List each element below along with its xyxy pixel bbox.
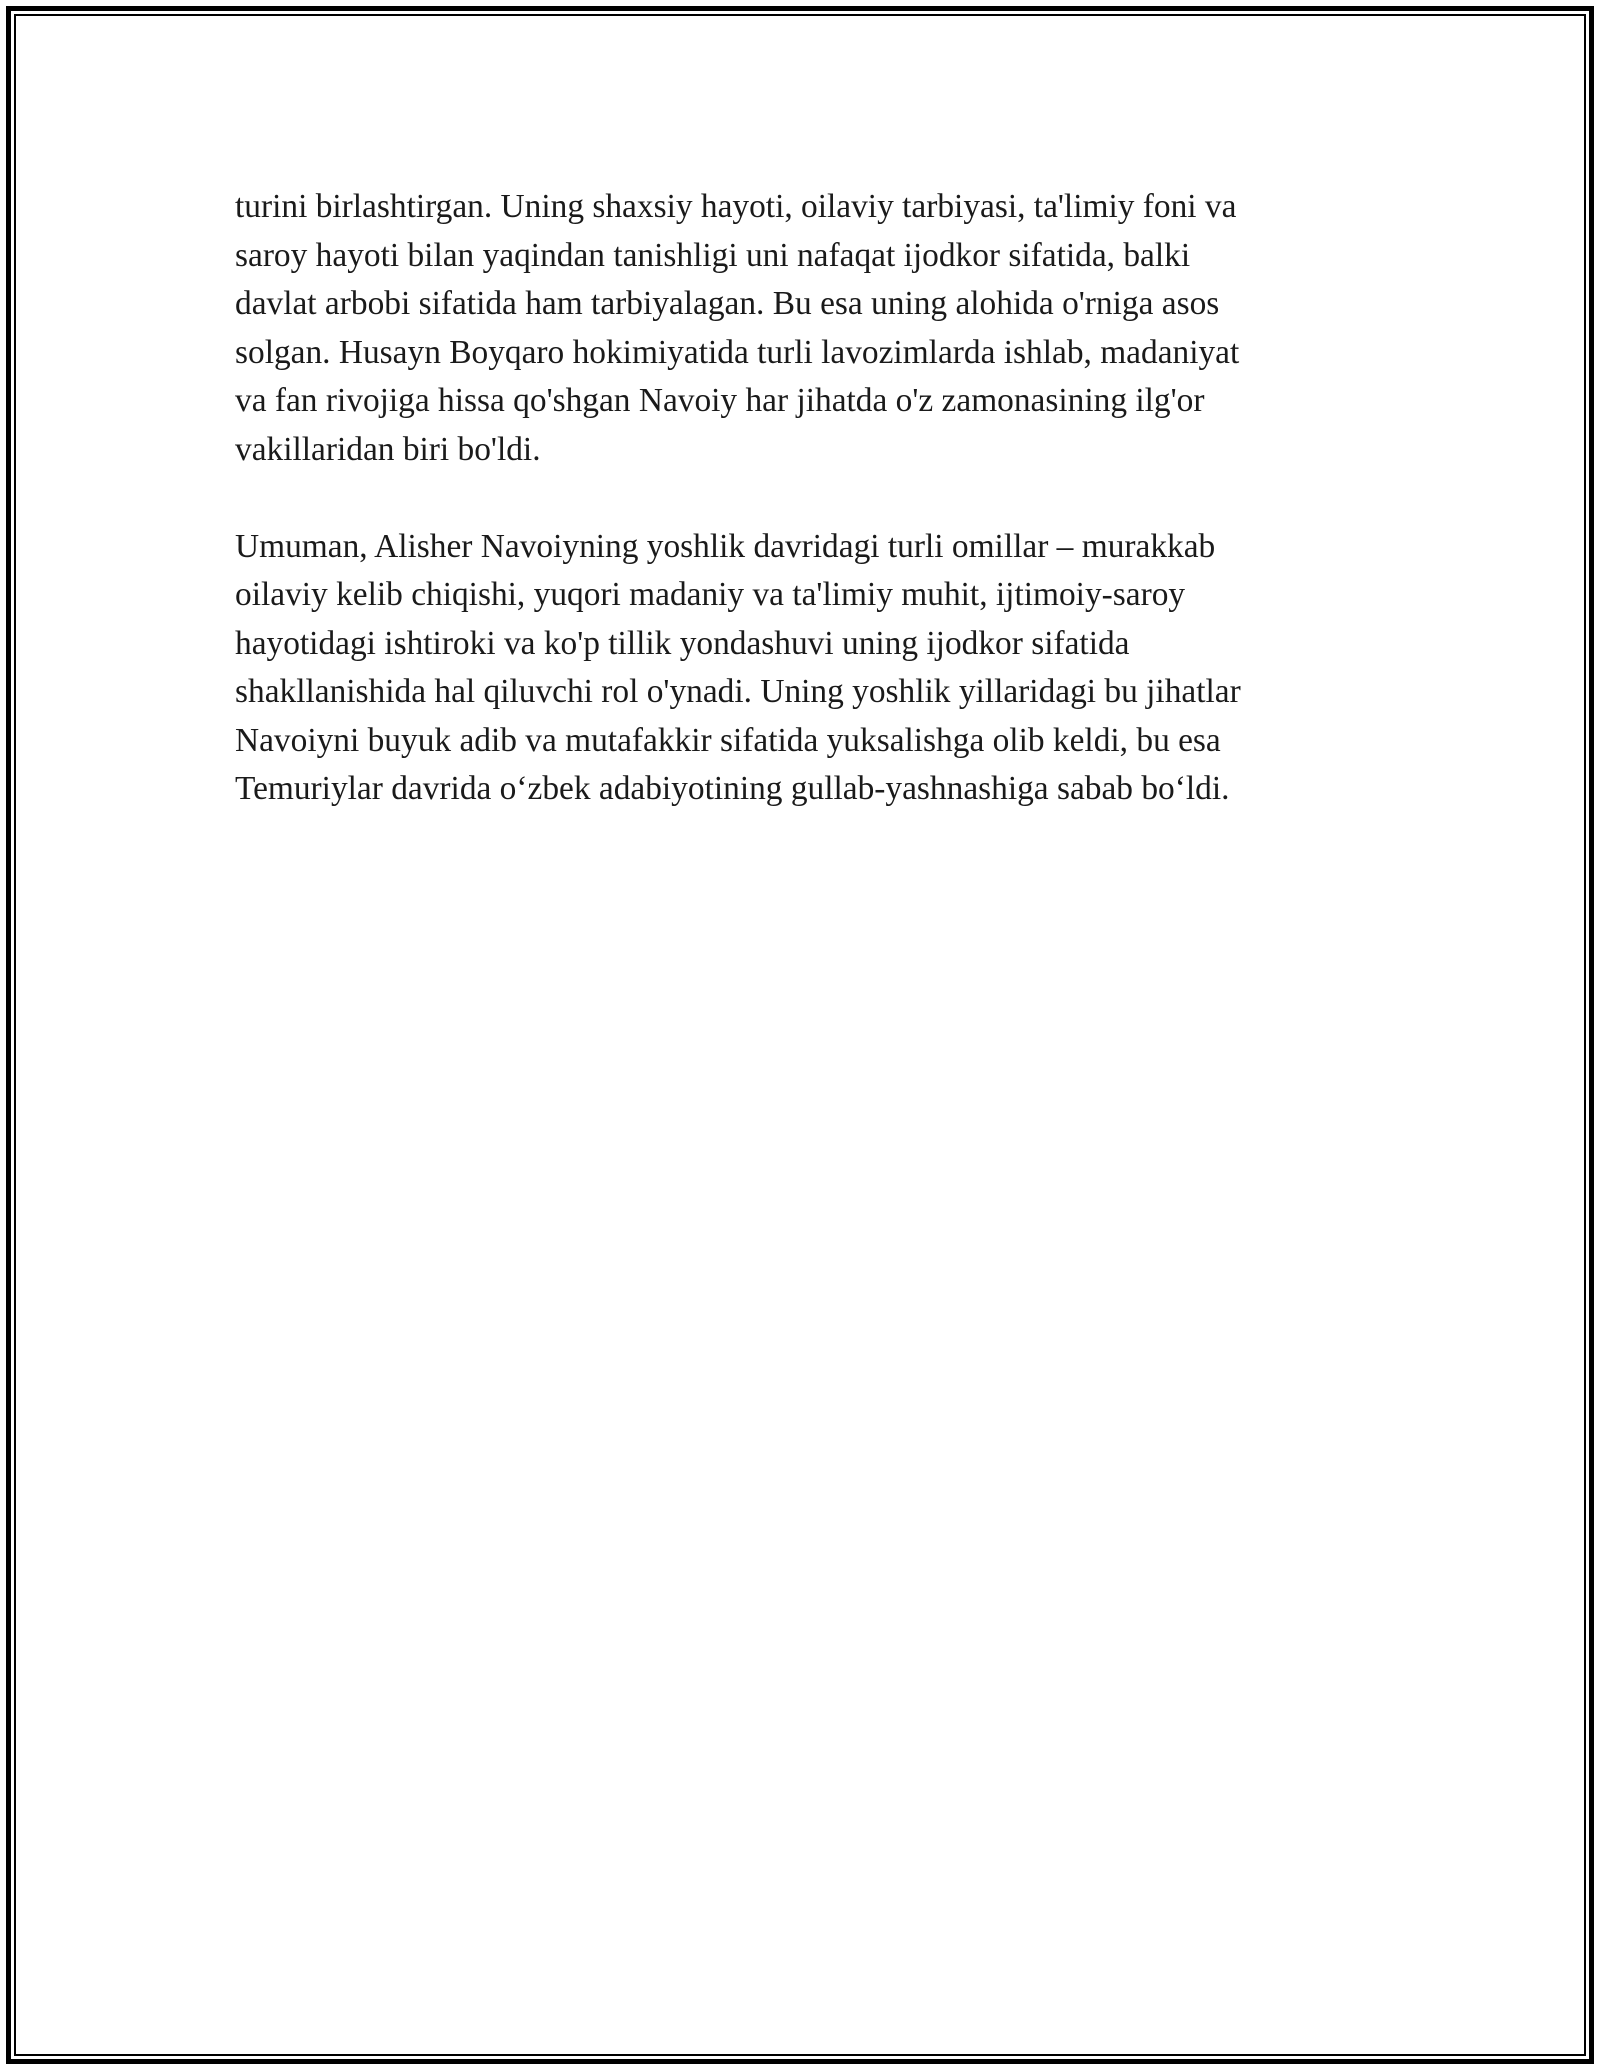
paragraph-1: turini birlashtirgan. Uning shaxsiy hayoti, oilaviy tarbiyasi, ta'limiy foni va saroy hayoti bilan yaqindan tanishligi uni nafaqat ijodkor sifatida, balki davlat arbobi sifatida ham tarbiyalagan. Bu esa uning alohida o'rniga asos solgan. Husayn Boyqaro hokimiyatida turli lavozimlarda ishlab, madaniyat va fan rivojiga hissa qo'shgan Navoiy har jihatda o'z zamonasining ilg'or vakillaridan biri bo'ldi. bbox=[235, 188, 1240, 468]
document-body bbox=[235, 183, 1365, 862]
paragraph-2: Umuman, Alisher Navoiyning yoshlik davridagi turli omillar – murakkab oilaviy kelib chiqishi, yuqori madaniy va ta'limiy muhit, ijtimoiy-saroy hayotidagi ishtiroki va ko'p tillik yondashuvi uning ijodkor sifatida shakllanishida hal qiluvchi rol o'ynadi. Uning yoshlik yillaridagi bu jihatlar Navoiyni buyuk adib va mutafakkir sifatida yuksalishga olib keldi, bu esa Temuriylar davrida o‘zbek adabiyotining gullab-yashnashiga sabab bo‘ldi. bbox=[235, 527, 1241, 807]
